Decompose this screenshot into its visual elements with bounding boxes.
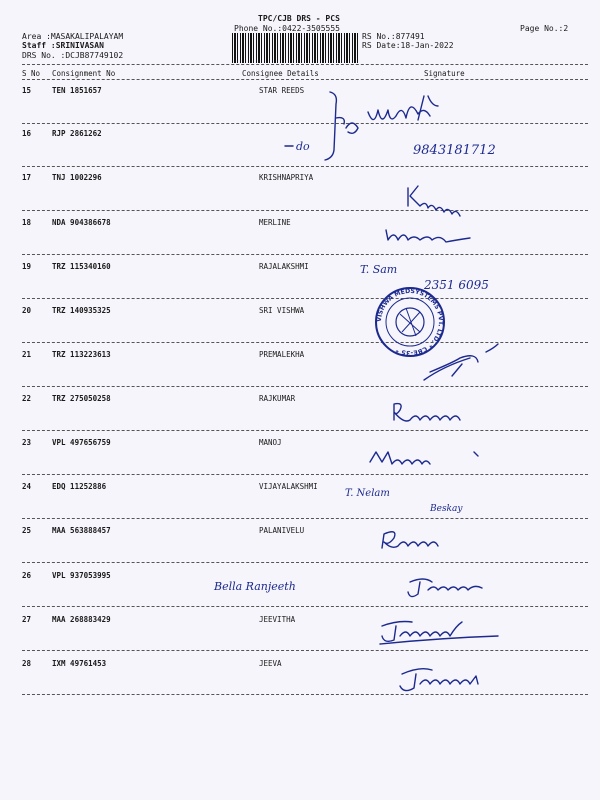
row-consignment: VPL 497656759 — [52, 438, 111, 447]
row-consignment: TEN 1851657 — [52, 86, 102, 95]
row-consignment: RJP 2861262 — [52, 129, 102, 138]
row-sno: 16 — [22, 129, 32, 138]
row26-handwritten-name: Bella Ranjeeth — [214, 580, 296, 593]
row-sno: 25 — [22, 526, 32, 535]
col-consignee: Consignee Details — [242, 69, 319, 78]
row-sno: 26 — [22, 571, 32, 580]
row-consignment: EDQ 11252886 — [52, 482, 107, 491]
row16-handwritten-mark: do — [296, 140, 310, 153]
row-consignee: JEEVA — [259, 659, 282, 668]
row-consignment: MAA 268883429 — [52, 615, 111, 624]
row-consignee: SRI VISHWA — [259, 306, 305, 315]
signature-row21 — [424, 344, 498, 380]
signature-row17 — [408, 186, 460, 216]
area-label: Area :MASAKALIPALAYAM — [22, 32, 124, 41]
row-consignment: TRZ 140935325 — [52, 306, 111, 315]
row-consignee: PREMALEKHA — [259, 350, 305, 359]
row-consignment: MAA 563888457 — [52, 526, 111, 535]
row19-handwritten-name: T. Sam — [360, 263, 398, 276]
col-signature: Signature — [424, 69, 465, 78]
rs-date: RS Date:18-Jan-2022 — [362, 41, 454, 50]
bracket-mark — [325, 92, 336, 160]
row-sno: 21 — [22, 350, 32, 359]
company-stamp — [376, 288, 444, 356]
row-consignment: IXM 49761453 — [52, 659, 107, 668]
doc-title: TPC/CJB DRS - PCS — [258, 14, 340, 23]
row-consignee: MANOJ — [259, 438, 282, 447]
row-sno: 27 — [22, 615, 32, 624]
row-consignment: TNJ 1002296 — [52, 173, 102, 182]
row19-handwritten-phone: 2351 6095 — [424, 278, 489, 292]
row-sno: 28 — [22, 659, 32, 668]
row-consignee: PALANIVELU — [259, 526, 305, 535]
row24-handwritten-note2: Beskay — [430, 504, 463, 514]
col-consignment: Consignment No — [52, 69, 116, 78]
row-consignee: KRISHNAPRIYA — [259, 173, 314, 182]
row-sno: 15 — [22, 86, 32, 95]
row-consignment: TRZ 113223613 — [52, 350, 111, 359]
row-consignee: RAJKUMAR — [259, 394, 296, 403]
row16-handwritten-phone: 9843181712 — [413, 143, 496, 158]
stamp-text: VISHWA MEDSYSTEMS PVT. LTD. * CBE-35 * — [375, 287, 445, 357]
signature-row26 — [408, 579, 482, 597]
signature-row18 — [386, 230, 470, 242]
row-consignee: MERLINE — [259, 218, 291, 227]
row-consignee: JEEVITHA — [259, 615, 296, 624]
staff-label: Staff :SRINIVASAN — [22, 41, 104, 50]
signature-row16-loop — [346, 123, 358, 133]
row-sno: 23 — [22, 438, 32, 447]
row-sno: 19 — [22, 262, 32, 271]
signature-row25 — [382, 532, 438, 548]
phone-number: Phone No.:0422-3505555 — [234, 24, 340, 33]
row-consignment: VPL 937053995 — [52, 571, 111, 580]
row-sno: 17 — [22, 173, 32, 182]
row-consignment: NDA 904386678 — [52, 218, 111, 227]
row-consignment: TRZ 115340160 — [52, 262, 111, 271]
page-number: Page No.:2 — [520, 24, 569, 33]
drs-number: DRS No. :DCJB87749102 — [22, 51, 124, 60]
row-consignee: RAJALAKSHMI — [259, 262, 309, 271]
signature-row28 — [400, 669, 478, 691]
row-sno: 24 — [22, 482, 32, 491]
row-sno: 18 — [22, 218, 32, 227]
row24-handwritten-note: T. Nelam — [345, 488, 390, 499]
row-consignee: STAR REEDS — [259, 86, 305, 95]
signature-row22 — [394, 404, 460, 421]
row-consignee: VIJAYALAKSHMI — [259, 482, 318, 491]
row-sno: 22 — [22, 394, 32, 403]
col-sno: S No — [22, 69, 41, 78]
rs-number: RS No.:877491 — [362, 32, 425, 41]
signature-row23 — [370, 452, 478, 464]
row-consignment: TRZ 275050258 — [52, 394, 111, 403]
row-sno: 20 — [22, 306, 32, 315]
